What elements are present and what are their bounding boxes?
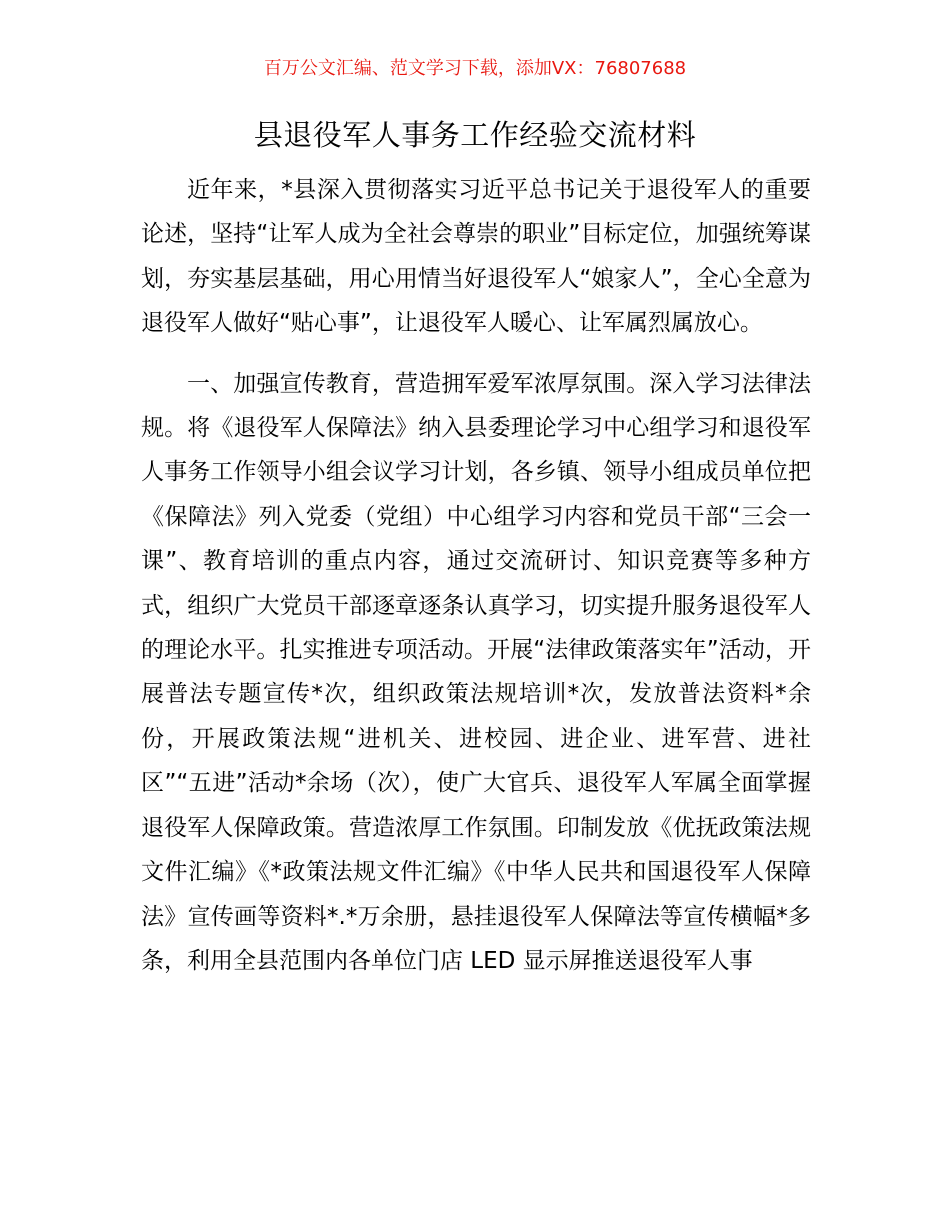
paragraph-intro: 近年来，*县深入贯彻落实习近平总书记关于退役军人的重要论述，坚持“让军人成为全社会尊崇的职业”目标定位，加强统筹谋划，夯实基层基础，用心用情当好退役军人“娘家人”，全心全意为退役军人做好“贴心事”，让退役军人暖心、让军属烈属放心。 — [141, 177, 811, 337]
paragraph-section-1: 一、加强宣传教育，营造拥军爱军浓厚氛围。深入学习法律法规。将《退役军人保障法》纳入县委理论学习中心组学习和退役军人事务工作领导小组会议学习计划，各乡镇、领导小组成员单位把《保障法》列入党委（党组）中心组学习内容和党员干部“三会一课”、教育培训的重点内容，通过交流研讨、知识竞赛等多种方式，组织广大党员干部逐章逐条认真学习，切实提升服务退役军人的理论水平。扎实推进专项活动。开展“法律政策落实年”活动，开展普法专题宣传*次，组织政策法规培训*次，发放普法资料*余份，开展政策法规“进机关、进校园、进企业、进军营、进社区”“五进”活动*余场（次），使广大官兵、退役军人军属全面掌握退役军人保障政策。营造浓厚工作氛围。印制发放《优抚政策法规文件汇编》《*政策法规文件汇编》《中华人民共和国退役军人保障法》宣传画等资料*.*万余册，悬挂退役军人保障法等宣传横幅*多条，利用全县范围内各单位门店 LED 显示屏推送退役军人事 — [141, 370, 811, 974]
document-title: 县退役军人事务工作经验交流材料 — [253, 118, 697, 152]
document-body — [141, 168, 811, 999]
header-watermark-note: 百万公文汇编、范文学习下载，添加VX：76807688 — [263, 58, 687, 79]
